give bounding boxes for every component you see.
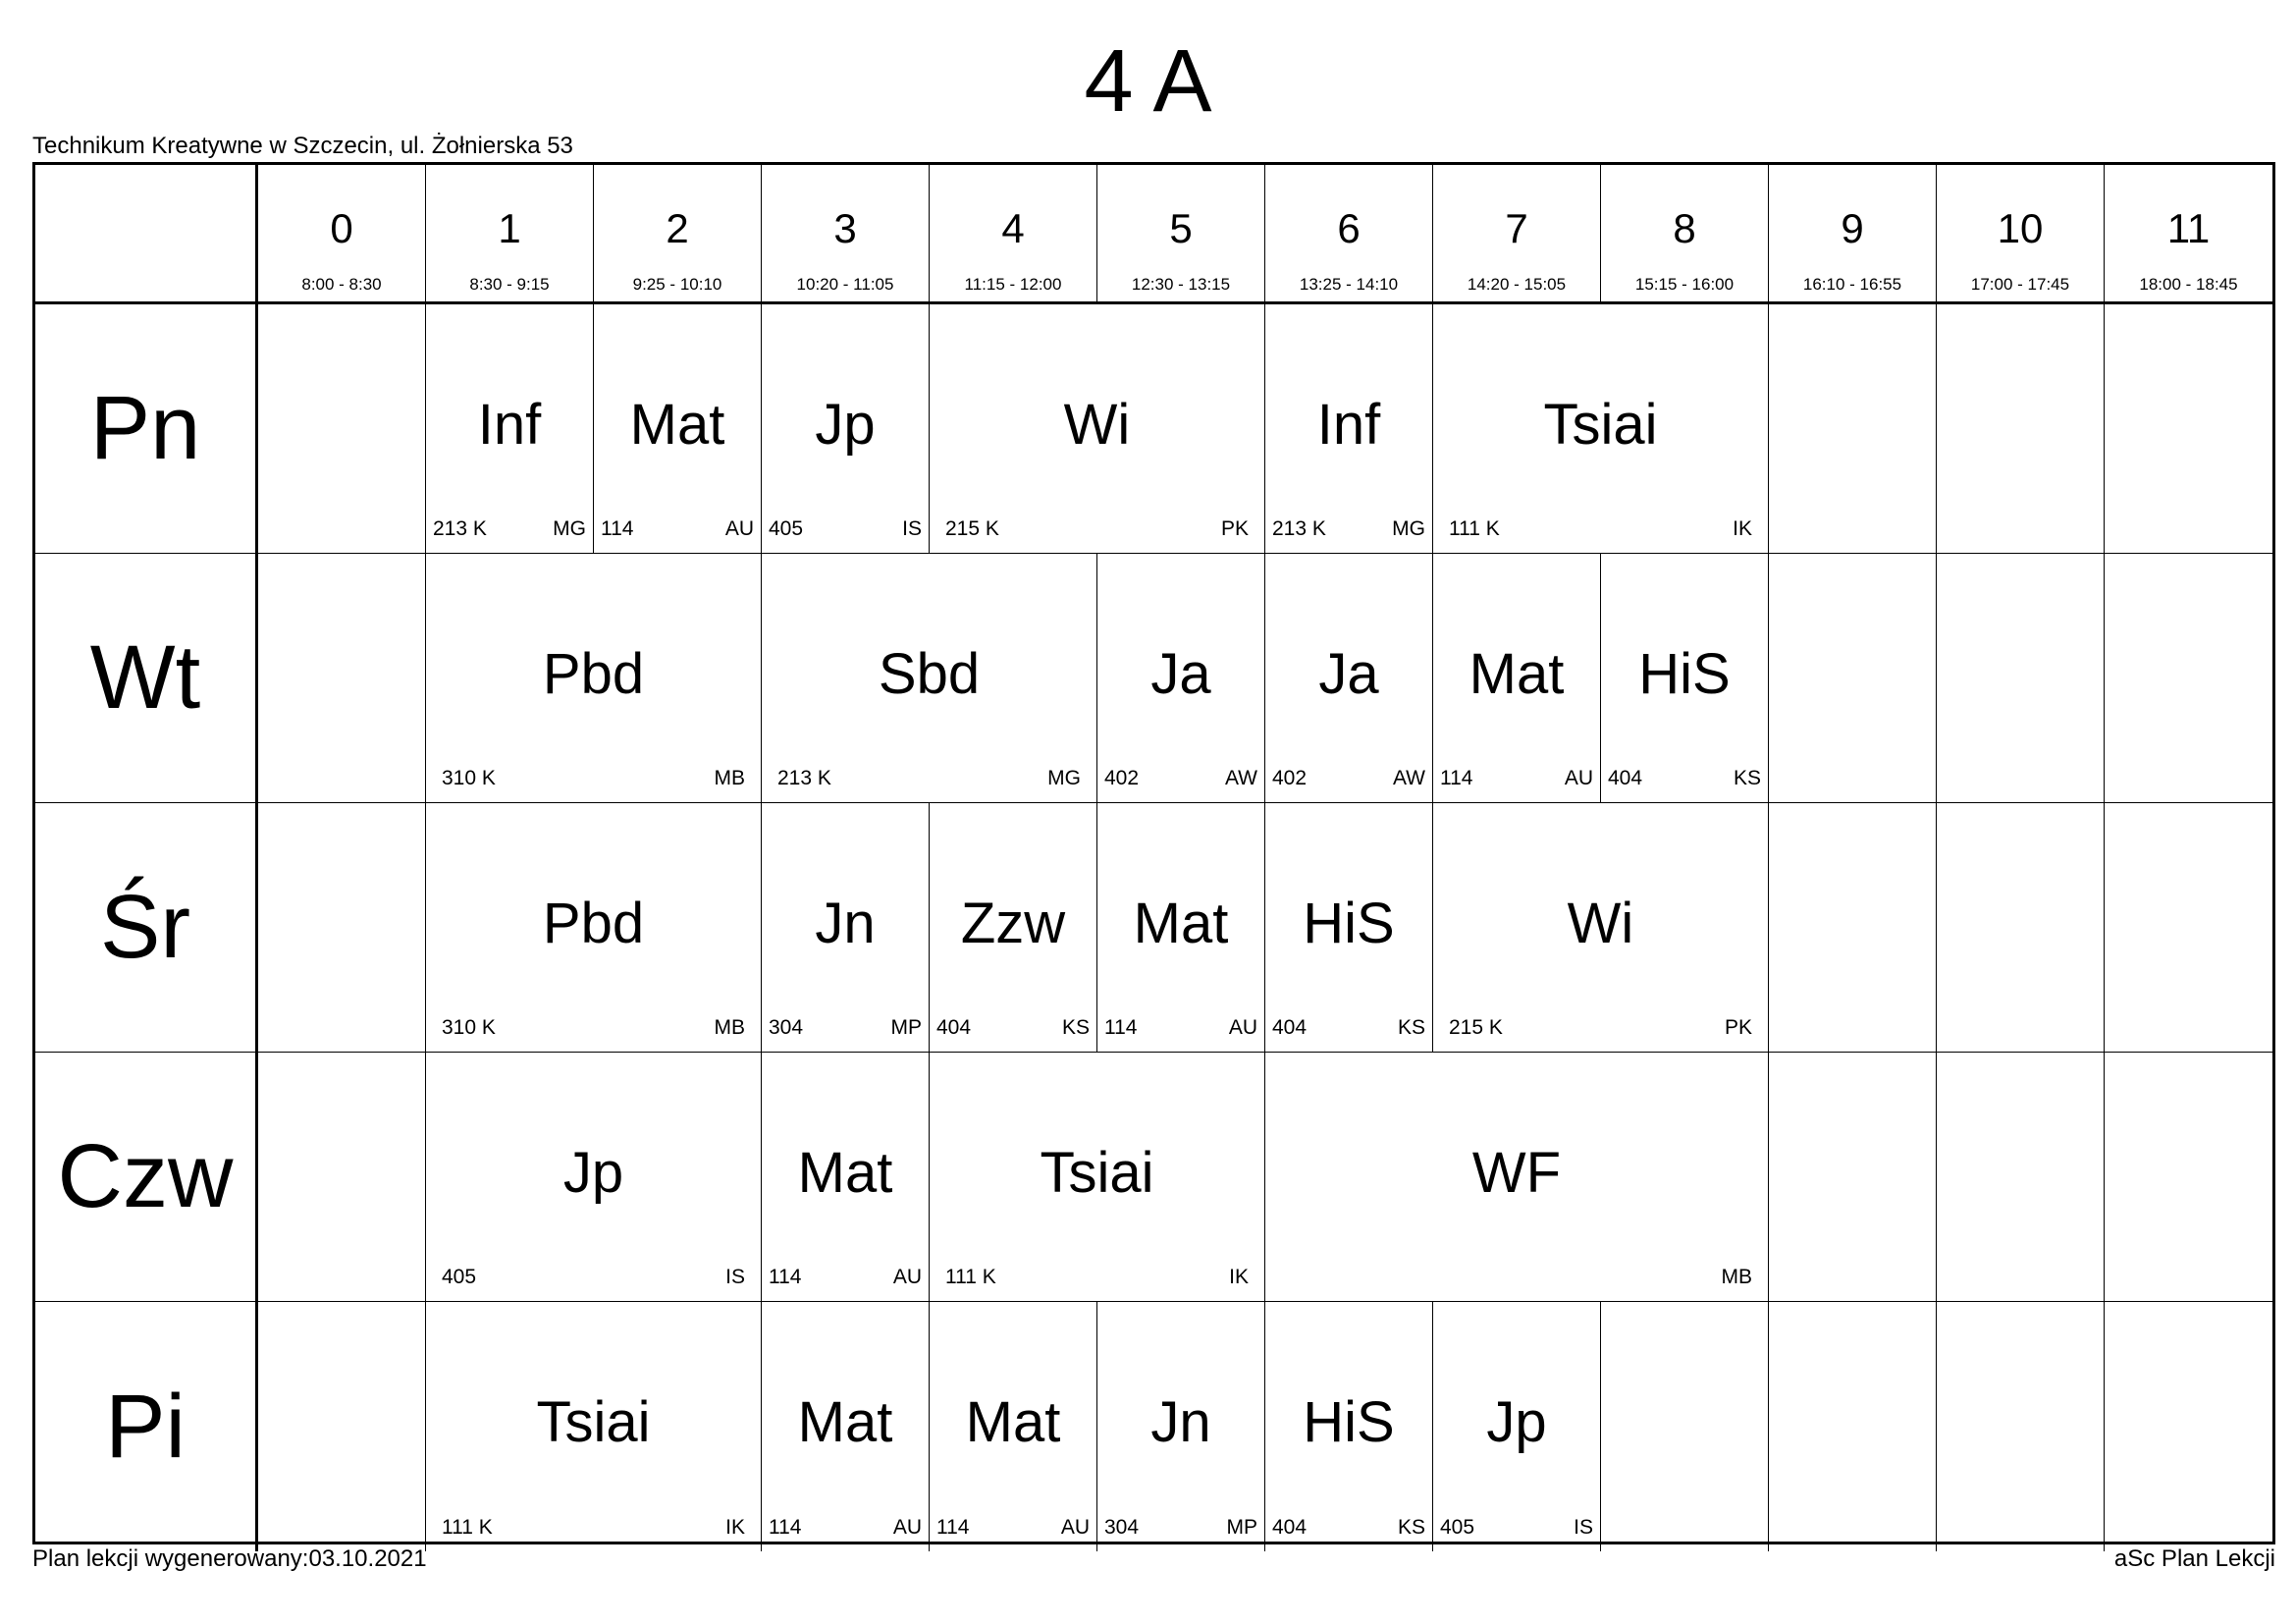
lesson-teacher: KS <box>1397 1016 1425 1039</box>
period-header <box>594 165 762 304</box>
lesson-room: 114 <box>769 1516 802 1539</box>
lesson-room: 310 K <box>442 767 496 789</box>
lesson-room: 215 K <box>1449 1016 1503 1039</box>
period-number: 9 <box>1841 205 1864 251</box>
lesson-subject: Mat <box>797 1390 893 1454</box>
period-time: 17:00 - 17:45 <box>1970 275 2070 294</box>
lesson-teacher: AU <box>1228 1016 1257 1039</box>
lesson-cell <box>762 554 1097 803</box>
lesson-cell <box>1433 803 1769 1053</box>
period-number: 6 <box>1337 205 1361 251</box>
lesson-subject: Jp <box>815 393 876 457</box>
lesson-teacher: AW <box>1224 767 1257 789</box>
lesson-room: 114 <box>769 1266 802 1288</box>
period-number: 5 <box>1169 205 1193 251</box>
lesson-teacher: MB <box>714 767 745 789</box>
day-label: Wt <box>89 627 201 728</box>
lesson-room: 404 <box>1272 1016 1308 1039</box>
lesson-teacher: IS <box>725 1266 745 1288</box>
period-time: 12:30 - 13:15 <box>1131 275 1231 294</box>
lesson-cell <box>426 554 762 803</box>
lesson-teacher: AW <box>1392 767 1425 789</box>
lesson-teacher: IS <box>1574 1516 1593 1539</box>
empty-cell <box>258 1053 426 1302</box>
empty-cell <box>258 1302 426 1551</box>
day-header <box>35 554 258 803</box>
lesson-teacher: IK <box>725 1516 745 1539</box>
day-header <box>35 1053 258 1302</box>
lesson-cell <box>1433 1302 1601 1551</box>
lesson-subject: Mat <box>629 393 725 457</box>
period-header <box>762 165 930 304</box>
lesson-cell <box>426 1053 762 1302</box>
lesson-subject: Jp <box>1486 1390 1547 1454</box>
empty-cell <box>1937 304 2105 554</box>
period-number: 1 <box>498 205 521 251</box>
lesson-teacher: KS <box>1397 1516 1425 1539</box>
school-name: Technikum Kreatywne w Szczecin, ul. Żołnierska 53 <box>32 133 573 159</box>
lesson-cell <box>762 1302 930 1551</box>
period-time: 15:15 - 16:00 <box>1634 275 1735 294</box>
lesson-subject: Wi <box>1063 393 1131 457</box>
lesson-teacher: AU <box>1060 1516 1090 1539</box>
lesson-teacher: MG <box>1392 517 1425 540</box>
lesson-room: 215 K <box>945 517 999 540</box>
lesson-subject: Wi <box>1567 892 1634 955</box>
lesson-room: 402 <box>1104 767 1140 789</box>
empty-cell <box>258 803 426 1053</box>
period-header <box>1097 165 1265 304</box>
lesson-teacher: IK <box>1733 517 1752 540</box>
lesson-room: 114 <box>1440 767 1473 789</box>
lesson-room: 111 K <box>442 1516 493 1539</box>
lesson-room: 404 <box>1272 1516 1308 1539</box>
period-header <box>930 165 1097 304</box>
lesson-subject: HiS <box>1303 1390 1395 1454</box>
empty-cell <box>1769 803 1937 1053</box>
period-number: 8 <box>1673 205 1696 251</box>
period-header <box>1265 165 1433 304</box>
lesson-room: 111 K <box>1449 517 1500 540</box>
period-header <box>1937 165 2105 304</box>
empty-cell <box>2105 803 2272 1053</box>
period-time: 10:20 - 11:05 <box>796 275 894 294</box>
day-label: Pi <box>105 1376 186 1477</box>
lesson-cell <box>1265 1053 1769 1302</box>
lesson-room: 405 <box>1440 1516 1475 1539</box>
period-time: 8:30 - 9:15 <box>469 275 550 294</box>
lesson-subject: WF <box>1471 1141 1562 1205</box>
lesson-room: 114 <box>936 1516 970 1539</box>
lesson-cell <box>1097 1302 1265 1551</box>
lesson-cell <box>762 1053 930 1302</box>
page-title: 4 A <box>1084 32 1212 131</box>
period-header <box>258 165 426 304</box>
lesson-teacher: IS <box>902 517 922 540</box>
lesson-teacher: MB <box>714 1016 745 1039</box>
lesson-room: 213 K <box>777 767 831 789</box>
empty-cell <box>1769 554 1937 803</box>
period-time: 13:25 - 14:10 <box>1299 275 1399 294</box>
lesson-cell <box>1265 304 1433 554</box>
lesson-cell <box>1097 554 1265 803</box>
empty-cell <box>1769 304 1937 554</box>
lesson-subject: Jp <box>562 1141 624 1205</box>
period-number: 3 <box>833 205 857 251</box>
generator-brand: aSc Plan Lekcji <box>2113 1545 2275 1572</box>
lesson-cell <box>1433 554 1601 803</box>
lesson-subject: HiS <box>1303 892 1395 955</box>
lesson-subject: Sbd <box>878 642 981 706</box>
day-label: Czw <box>57 1126 234 1226</box>
period-number: 7 <box>1505 205 1528 251</box>
lesson-teacher: MG <box>1047 767 1081 789</box>
lesson-room: 114 <box>601 517 634 540</box>
lesson-room: 304 <box>769 1016 804 1039</box>
period-header <box>1769 165 1937 304</box>
lesson-room: 402 <box>1272 767 1308 789</box>
lesson-subject: Mat <box>965 1390 1061 1454</box>
lesson-subject: Zzw <box>960 892 1066 955</box>
lesson-room: 114 <box>1104 1016 1138 1039</box>
lesson-subject: Ja <box>1318 642 1379 706</box>
lesson-teacher: PK <box>1220 517 1249 540</box>
empty-cell <box>1937 803 2105 1053</box>
period-header <box>1433 165 1601 304</box>
period-time: 14:20 - 15:05 <box>1467 275 1567 294</box>
lesson-cell <box>1265 554 1433 803</box>
lesson-subject: Mat <box>1468 642 1565 706</box>
lesson-subject: Tsiai <box>536 1390 651 1454</box>
empty-cell <box>2105 554 2272 803</box>
lesson-cell <box>426 304 594 554</box>
lesson-teacher: MB <box>1721 1266 1752 1288</box>
lesson-subject: Mat <box>797 1141 893 1205</box>
lesson-teacher: KS <box>1733 767 1761 789</box>
lesson-teacher: PK <box>1724 1016 1752 1039</box>
lesson-teacher: AU <box>1564 767 1593 789</box>
period-time: 8:00 - 8:30 <box>301 275 382 294</box>
empty-cell <box>2105 1053 2272 1302</box>
lesson-subject: Inf <box>1316 393 1381 457</box>
lesson-cell <box>594 304 762 554</box>
period-number: 0 <box>330 205 353 251</box>
period-time: 16:10 - 16:55 <box>1802 275 1902 294</box>
empty-cell <box>1937 554 2105 803</box>
lesson-teacher: MP <box>890 1016 922 1039</box>
lesson-room: 111 K <box>945 1266 996 1288</box>
lesson-cell <box>1601 554 1769 803</box>
lesson-subject: Tsiai <box>1040 1141 1154 1205</box>
empty-cell <box>258 554 426 803</box>
lesson-cell <box>1265 803 1433 1053</box>
lesson-cell <box>1433 304 1769 554</box>
lesson-subject: Ja <box>1150 642 1211 706</box>
lesson-teacher: AU <box>724 517 754 540</box>
lesson-cell <box>426 803 762 1053</box>
period-number: 4 <box>1001 205 1025 251</box>
lesson-teacher: KS <box>1061 1016 1090 1039</box>
lesson-subject: Tsiai <box>1543 393 1658 457</box>
lesson-room: 404 <box>1608 767 1643 789</box>
lesson-room: 405 <box>442 1266 477 1288</box>
lesson-teacher: IK <box>1229 1266 1249 1288</box>
lesson-room: 304 <box>1104 1516 1140 1539</box>
period-time: 11:15 - 12:00 <box>964 275 1062 294</box>
period-number: 2 <box>666 205 689 251</box>
lesson-cell <box>762 304 930 554</box>
period-header <box>2105 165 2272 304</box>
day-header <box>35 803 258 1053</box>
day-label: Śr <box>100 877 190 977</box>
period-time: 9:25 - 10:10 <box>632 275 722 294</box>
empty-cell <box>1601 1302 1769 1551</box>
day-header <box>35 1302 258 1551</box>
lesson-teacher: MG <box>553 517 586 540</box>
lesson-teacher: MP <box>1226 1516 1257 1539</box>
day-header <box>35 304 258 554</box>
empty-cell <box>1769 1302 1937 1551</box>
lesson-subject: Inf <box>477 393 542 457</box>
period-header <box>1601 165 1769 304</box>
period-time: 18:00 - 18:45 <box>2139 275 2238 294</box>
period-header <box>426 165 594 304</box>
timetable-grid <box>32 162 2275 1544</box>
lesson-cell <box>1265 1302 1433 1551</box>
lesson-cell <box>426 1302 762 1551</box>
lesson-subject: Jn <box>1150 1390 1211 1454</box>
lesson-subject: HiS <box>1638 642 1731 706</box>
generated-date: Plan lekcji wygenerowany:03.10.2021 <box>32 1545 427 1572</box>
day-label: Pn <box>89 378 201 478</box>
lesson-subject: Pbd <box>542 892 645 955</box>
empty-cell <box>1769 1053 1937 1302</box>
lesson-cell <box>930 803 1097 1053</box>
empty-cell <box>2105 1302 2272 1551</box>
corner-cell <box>35 165 258 304</box>
empty-cell <box>1937 1053 2105 1302</box>
lesson-cell <box>930 1053 1265 1302</box>
lesson-room: 404 <box>936 1016 972 1039</box>
period-number: 11 <box>2166 205 2211 251</box>
period-number: 10 <box>1997 205 2044 251</box>
lesson-teacher: AU <box>892 1266 922 1288</box>
empty-cell <box>2105 304 2272 554</box>
lesson-cell <box>930 304 1265 554</box>
lesson-cell <box>1097 803 1265 1053</box>
lesson-room: 310 K <box>442 1016 496 1039</box>
lesson-cell <box>930 1302 1097 1551</box>
lesson-teacher: AU <box>892 1516 922 1539</box>
lesson-room: 213 K <box>433 517 487 540</box>
lesson-room: 405 <box>769 517 804 540</box>
empty-cell <box>1937 1302 2105 1551</box>
lesson-subject: Jn <box>815 892 876 955</box>
lesson-subject: Pbd <box>542 642 645 706</box>
empty-cell <box>258 304 426 554</box>
lesson-room: 213 K <box>1272 517 1326 540</box>
lesson-subject: Mat <box>1133 892 1229 955</box>
lesson-cell <box>762 803 930 1053</box>
